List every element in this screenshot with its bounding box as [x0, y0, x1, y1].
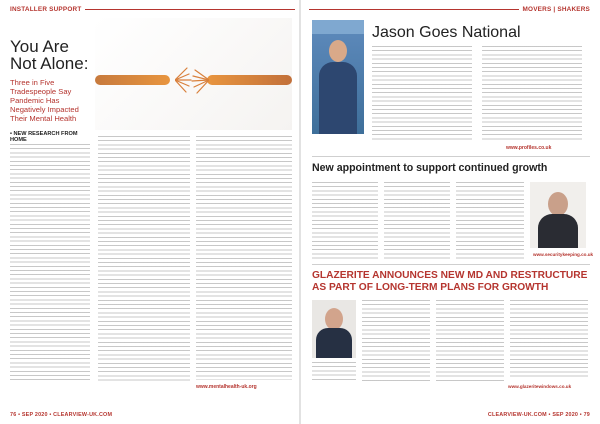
- jason-portrait-image: [312, 20, 364, 134]
- article-subtitle: Three in Five Tradespeople Say Pandemic Has Negatively Impacted Their Mental Health: [10, 78, 79, 123]
- appointment-headline: New appointment to support continued growth: [312, 162, 548, 174]
- article-intro: [10, 38, 90, 143]
- article-body-col-3: [196, 136, 292, 380]
- divider: [312, 264, 590, 265]
- glazerite-body-col-1: [312, 362, 356, 380]
- article-body-col-1: [10, 144, 90, 380]
- appointment-body-col-1: [312, 182, 378, 262]
- page-gutter: [299, 0, 301, 424]
- glazerite-body-col-3: [436, 300, 504, 382]
- article-lead: • NEW RESEARCH FROM HOME: [10, 131, 78, 143]
- appointment-body-col-3: [456, 182, 524, 262]
- rope-left: [95, 75, 170, 85]
- jason-body-col-1: [372, 46, 472, 142]
- page-footer: CLEARVIEW-UK.COM • SEP 2020 • 79: [487, 412, 590, 418]
- article-title: You Are Not Alone:: [10, 37, 89, 73]
- jason-body-col-2: [482, 46, 582, 142]
- glazerite-headline: GLAZERITE ANNOUNCES NEW MD AND RESTRUCTURE AS PART OF LONG-TERM PLANS FOR GROWTH: [312, 270, 588, 293]
- glazerite-body-col-4: [510, 300, 588, 380]
- page-footer: 76 • SEP 2020 • CLEARVIEW-UK.COM: [10, 412, 113, 418]
- article-body-col-2: [98, 136, 190, 382]
- jason-link[interactable]: www.profiles.co.uk: [506, 145, 552, 151]
- fraying-rope-image: [95, 18, 292, 130]
- fray-icon: [175, 64, 209, 96]
- rope-right: [207, 75, 292, 85]
- section-label: MOVERS | SHAKERS: [522, 6, 590, 13]
- appointment-link[interactable]: www.securitykeeping.co.uk: [533, 252, 594, 257]
- section-label: INSTALLER SUPPORT: [10, 6, 82, 13]
- divider: [312, 156, 590, 157]
- jason-headline: Jason Goes National: [372, 24, 521, 41]
- article-link[interactable]: www.mentalhealth-uk.org: [196, 384, 257, 390]
- glazerite-link[interactable]: www.glazeritewindows.co.uk: [508, 384, 572, 389]
- appointment-body-col-2: [384, 182, 450, 262]
- glazerite-md-portrait-image: [312, 300, 356, 358]
- appointee-portrait-image: [530, 182, 586, 248]
- glazerite-body-col-2: [362, 300, 430, 382]
- section-header: [10, 6, 295, 13]
- section-header: [309, 6, 590, 13]
